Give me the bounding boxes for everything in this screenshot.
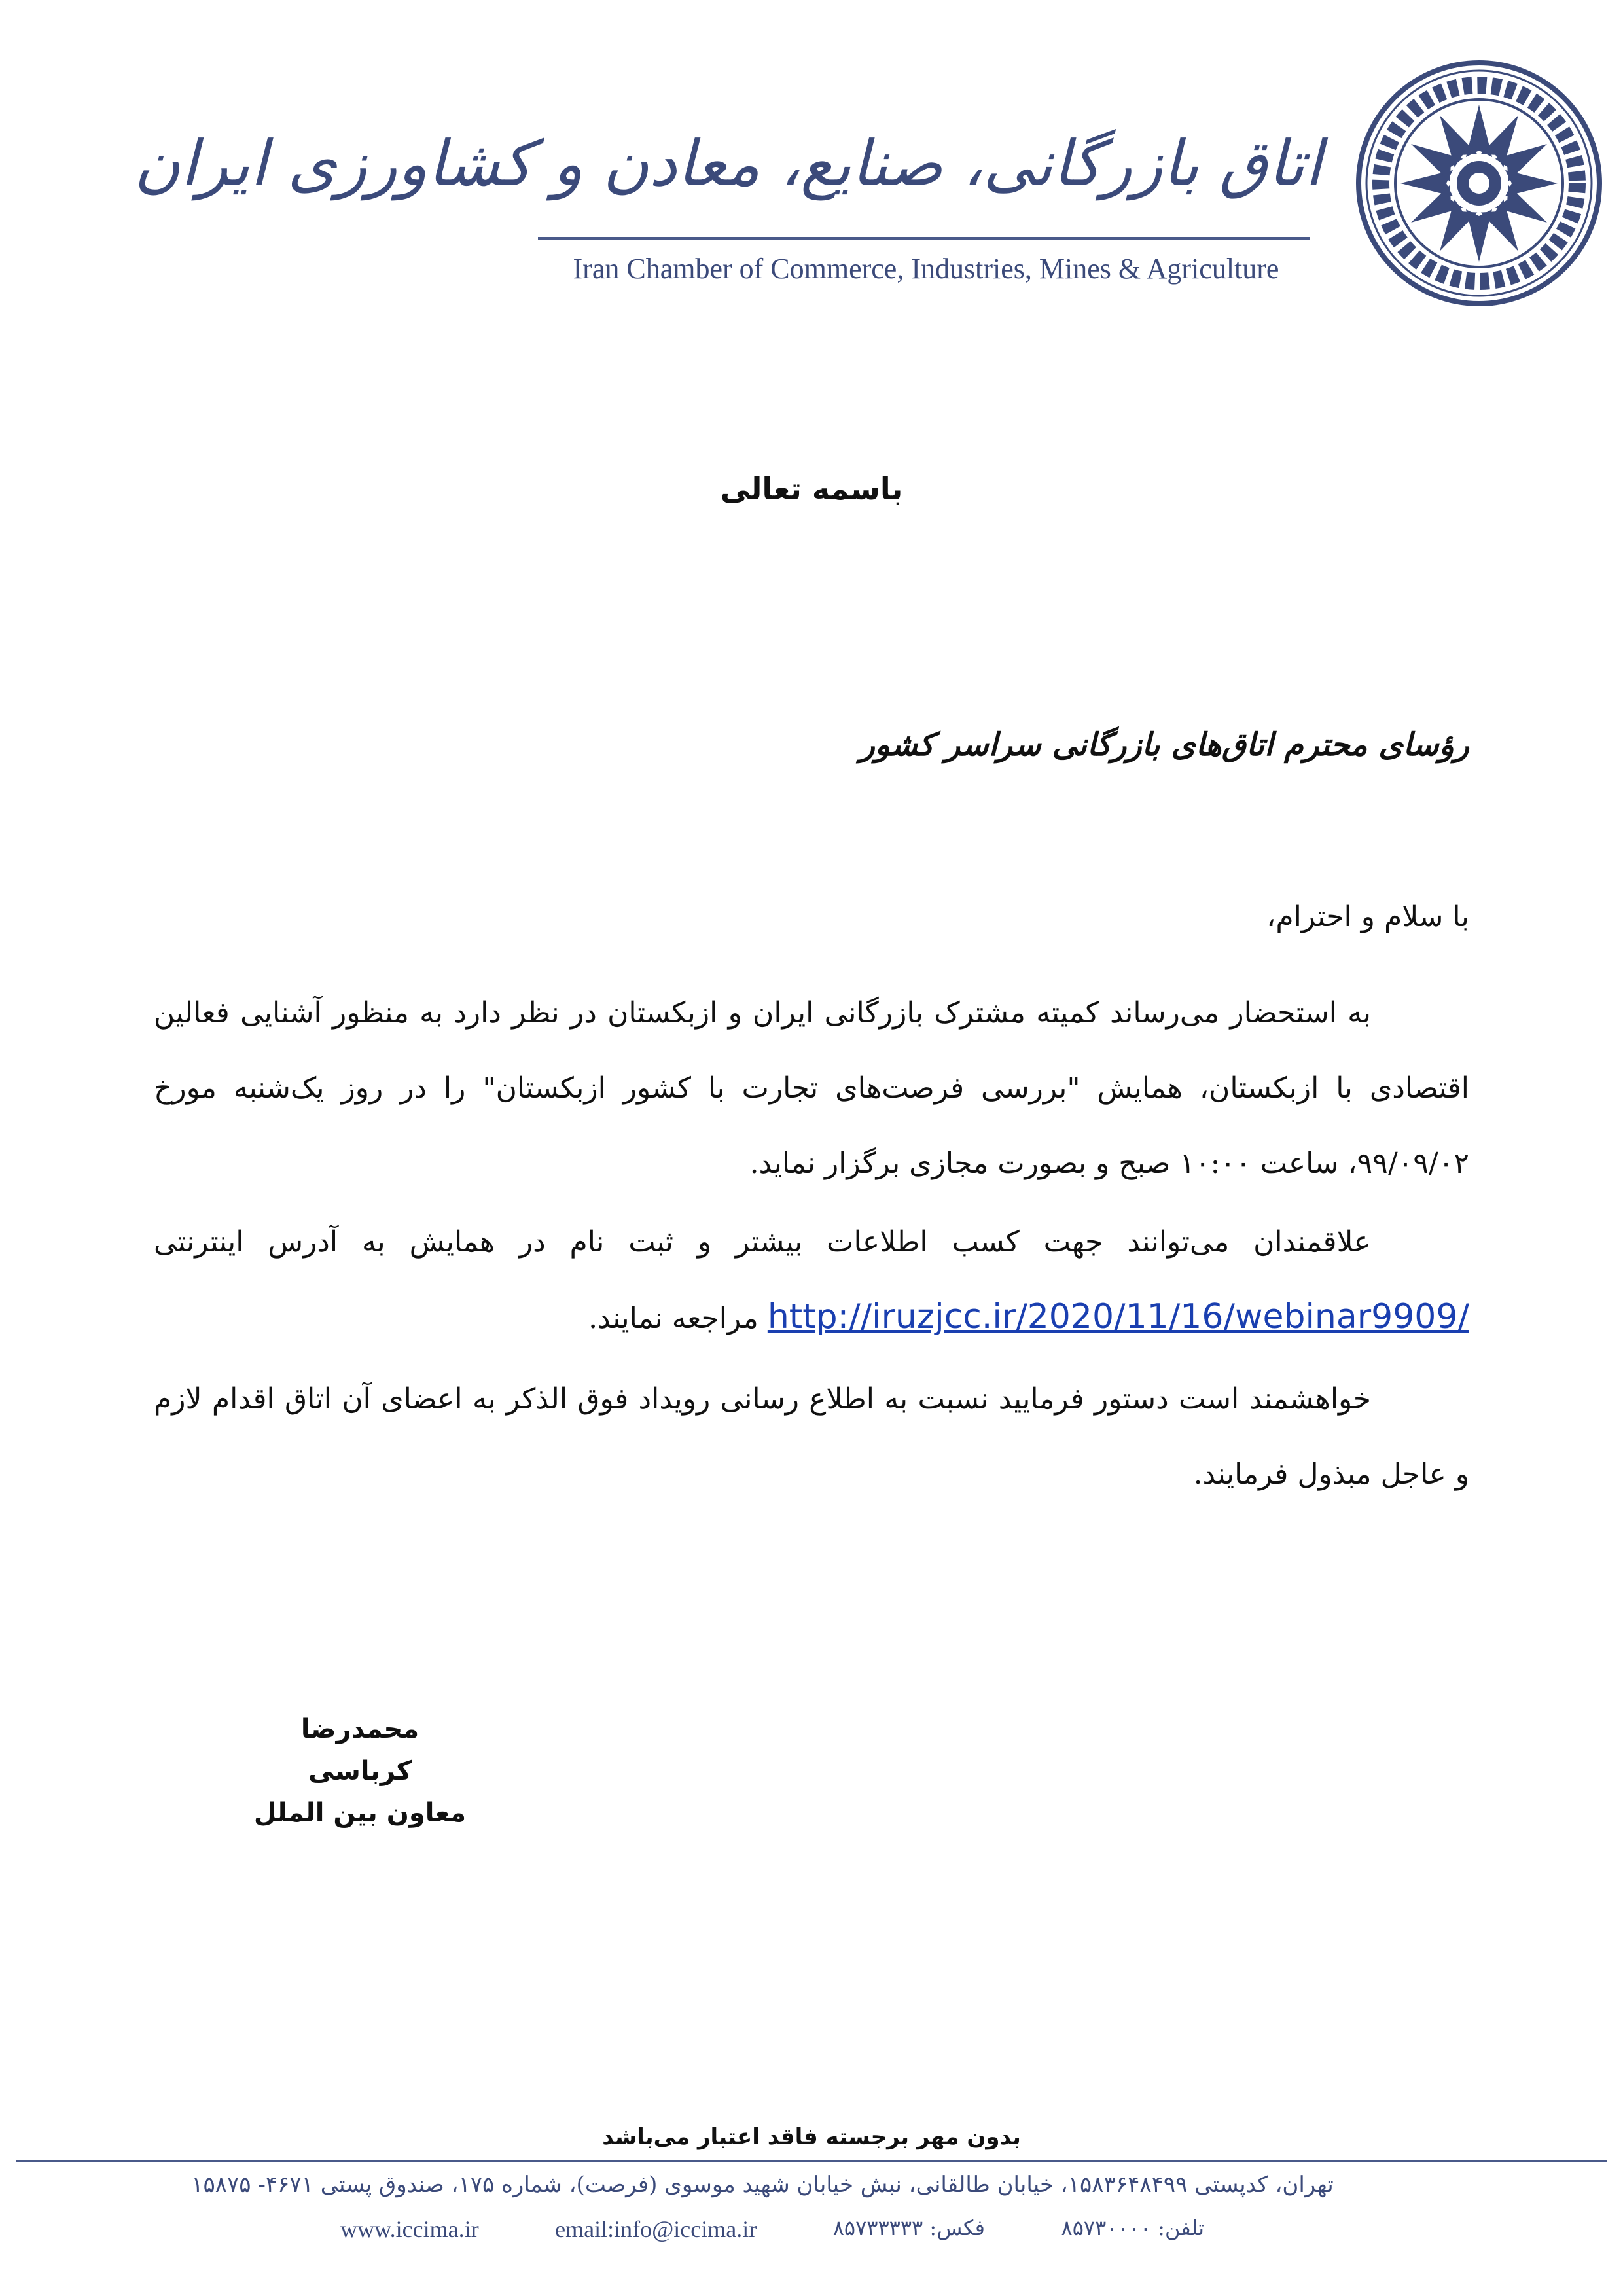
paragraph-announcement-text: به استحضار می‌رساند کمیته مشترک بازرگانی ایران و ازبکستان در نظر دارد به منظور آشنایی فعالین اقتصادی با ازبکستان، همایش "بررسی فرصت‌های تجارت با کشور ازبکستان" را در روز یک‌شنبه مورخ ۹۹/۰۹/۰۲، ساعت ۱۰:۰۰ صبح و بصورت مجازی برگزار نماید. <box>154 996 1469 1180</box>
paragraph-registration <box>154 1204 1469 1356</box>
letter-greeting: با سلام و احترام، <box>1266 900 1469 933</box>
signature-block <box>249 1708 471 1834</box>
footer-website[interactable]: www.iccima.ir <box>340 2216 479 2242</box>
header-divider <box>538 237 1310 240</box>
footer-divider <box>16 2160 1607 2162</box>
paragraph-registration-end: مراجعه نمایند. <box>588 1302 758 1335</box>
footer-validity-note: بدون مهر برجسته فاقد اعتبار می‌باشد <box>602 2124 1021 2150</box>
paragraph-request-text: خواهشمند است دستور فرمایید نسبت به اطلاع رسانی رویداد فوق الذکر به اعضای آن اتاق اقدام لازم و عاجل مبذول فرمایند. <box>154 1382 1469 1491</box>
letter-addressee: رؤسای محترم اتاق‌های بازرگانی سراسر کشور <box>859 726 1469 763</box>
footer-fax: فکس: ۸۵۷۳۳۳۳۳ <box>832 2215 985 2240</box>
paragraph-announcement <box>154 975 1469 1201</box>
seal-emblem-icon <box>1355 59 1603 308</box>
footer-contacts <box>340 2215 1204 2243</box>
signer-name: محمدرضا کرباسی <box>300 1714 419 1786</box>
bismillah-heading: باسمه تعالی <box>720 471 903 507</box>
webinar-link[interactable]: http://iruzjcc.ir/2020/11/16/webinar9909/ <box>767 1297 1469 1336</box>
footer-address: تهران، کدپستی ۱۵۸۳۶۴۸۴۹۹، خیابان طالقانی، نبش خیابان شهید موسوی (فرصت)، شماره ۱۷۵، صندوق پستی ۴۶۷۱- ۱۵۸۷۵ <box>191 2172 1334 2198</box>
footer-phone: تلفن: ۸۵۷۳۰۰۰۰ <box>1061 2215 1204 2240</box>
chamber-persian-title: اتاق بازرگانی، صنایع، معادن و کشاورزی ایران <box>134 127 1322 200</box>
chamber-seal-logo <box>1355 59 1603 308</box>
paragraph-request <box>154 1361 1469 1512</box>
paragraph-registration-text: علاقمندان می‌توانند جهت کسب اطلاعات بیشتر و ثبت نام در همایش به آدرس اینترنتی <box>154 1225 1371 1259</box>
signer-title: معاون بین الملل <box>253 1798 467 1828</box>
footer-email[interactable]: email:info@iccima.ir <box>555 2216 757 2242</box>
chamber-english-title: Iran Chamber of Commerce, Industries, Mines & Agriculture <box>573 253 1279 285</box>
